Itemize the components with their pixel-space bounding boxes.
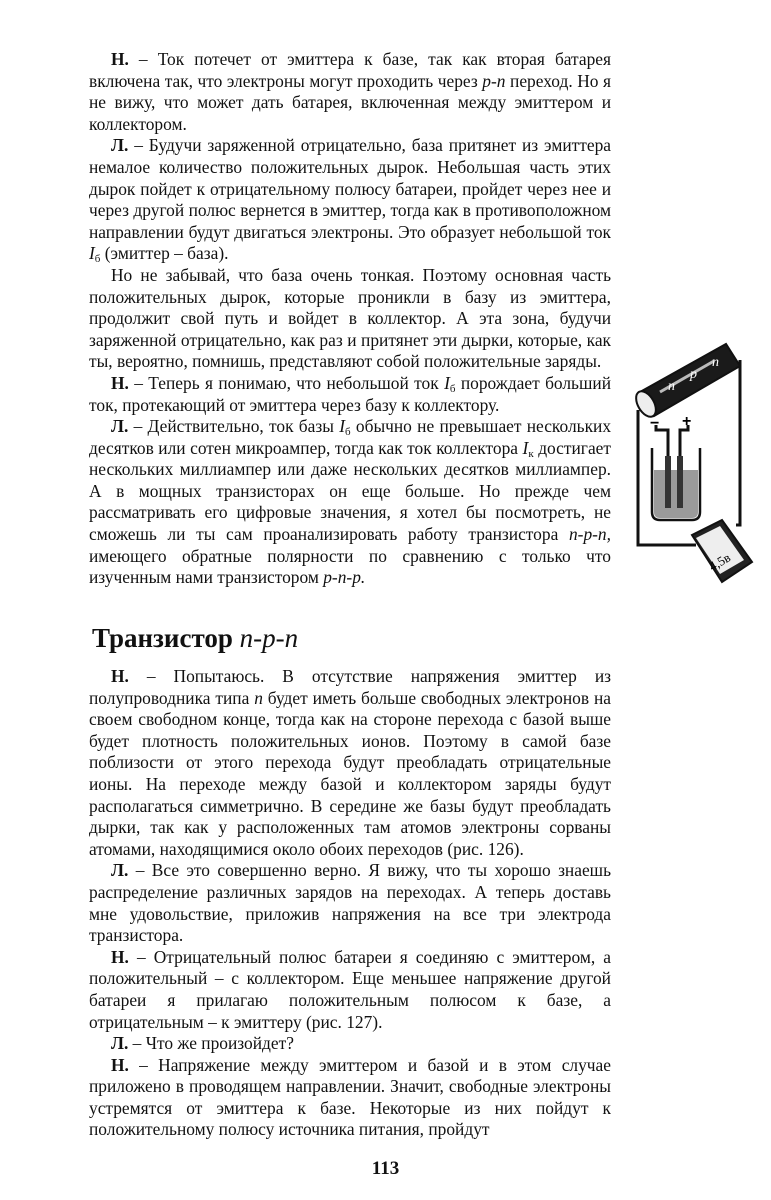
text: будет иметь больше свободных электронов на своем свободном конце, тогда как на стороне перехода с базой выше будет плотность положительных ионов. Поэтому в самой базе поблизости от этого перехода будут преобладать отрицательные ионы. На переходе между базой и коллектором заряды будут располагаться симметрично. В середине же базы будут преобладать дырки, так как у расположенных там атомов электроны сорваны атомами, находящимися около обоих переходов (рис. 126). bbox=[89, 687, 611, 859]
speaker: Н. bbox=[111, 372, 129, 393]
paragraph: Л. – Все это совершенно верно. Я вижу, что ты хорошо знаешь распределение различных зарядов на переходах. А теперь доставь мне удовольствие, приложив напряжения на все три электрода транзистора. bbox=[89, 860, 612, 946]
paragraph: Н. – Теперь я понимаю, что небольшой ток $I_б$ порождает больший ток, протекающий от эмиттера через базу к коллектору. bbox=[89, 372, 611, 415]
symbol: I bbox=[89, 243, 95, 264]
heading-text: Транзистор bbox=[92, 623, 233, 653]
text: Напряжение между эмиттером и базой и в этом случае приложено в проводящем направлении. Значит, свободные электроны устремятся от эмиттера к базе. Некоторые из них пойдут к положительному полюсу источника питания, пройдут bbox=[89, 1054, 611, 1140]
figure-illustration bbox=[616, 330, 771, 600]
paragraph: Н. – Отрицательный полюс батареи я соединяю с эмиттером, а положительный – с коллектором. Еще меньшее напряжение другой батареи я прилагаю положительным полюсом к базе, а отрицательным – к эмиттеру (рис. 127). bbox=[89, 946, 611, 1032]
tube-letter: p bbox=[690, 367, 697, 382]
paragraph: Л. – Действительно, ток базы $I_б$ обычно не превышает нескольких десятков или сотен микроампер, тогда как ток коллектора $I_к$ достигает нескольких миллиампер или даже нескольких десятков миллиампер. А в мощных транзисторах он еще больше. Но прежде чем рассматривать его цифровые значения, я хотел бы посмотреть, не сможешь ли ты сам проанализировать работу транзистора n-p-n, имеющего обратные полярности по сравнению с только что изученным нами транзистором p-n-p. bbox=[89, 416, 612, 588]
symbol: I bbox=[339, 416, 346, 437]
heading-italic: n-p-n bbox=[239, 623, 299, 653]
tube bbox=[632, 344, 740, 420]
text: Действительно, ток базы bbox=[147, 416, 334, 437]
battery bbox=[692, 520, 752, 582]
text-block-bottom bbox=[89, 666, 611, 1141]
text: порождает больший ток, протекающий от эмиттера через базу к коллектору. bbox=[89, 372, 611, 415]
plus-sign: + bbox=[682, 413, 692, 430]
tube-letter: n bbox=[712, 355, 719, 370]
text: Теперь я понимаю, что небольшой ток bbox=[148, 372, 439, 393]
text: (эмиттер – база). bbox=[104, 243, 229, 264]
text: достигает нескольких миллиампер или даже нескольких десятков миллиампер. А в мощных транзисторах он еще больше. Но прежде чем рассматривать его цифровые значения, я хотел бы посмотреть, не сможешь ли ты сам проанализировать работу транзистора bbox=[89, 437, 611, 545]
paragraph: Н. – Напряжение между эмиттером и базой и в этом случае приложено в проводящем направлении. Значит, свободные электроны устремятся от эмиттера к базе. Некоторые из них пойдут к положительному полюсу источника питания, пройдут bbox=[89, 1054, 611, 1140]
speaker: Л. bbox=[111, 135, 129, 156]
subscript: б bbox=[94, 253, 101, 266]
subscript: б bbox=[345, 426, 351, 439]
paragraph: Н. – Попытаюсь. В отсутствие напряжения эмиттер из полупроводника типа n будет иметь больше свободных электронов на своем свободном конце, тогда как на стороне перехода с базой выше будет плотность положительных ионов. Поэтому в самой базе поблизости от этого перехода будут преобладать отрицательные ионы. На переходе между базой и коллектором заряды будут располагаться симметрично. В середине же базы будут преобладать дырки, так как у расположенных там атомов электроны сорваны атомами, находящимися около обоих переходов (рис. 126). bbox=[89, 666, 612, 859]
paragraph bbox=[89, 265, 611, 373]
subscript: к bbox=[528, 447, 534, 460]
speaker: Л. bbox=[111, 860, 129, 881]
text: Но не забывай, что база очень тонкая. Поэтому основная часть положительных дырок, которые проникли в базу из эмиттера, продолжит свой путь и войдет в коллектор. А эта зона, будучи заряженной отрицательно, как раз и притянет эти дырки, которые, как ты, вероятно, помнишь, представляют собой положительные заряды. bbox=[89, 264, 611, 372]
italic-term: n-p-n, bbox=[568, 524, 611, 545]
minus-sign: − bbox=[650, 415, 660, 432]
text: Все это совершенно верно. Я вижу, что ты хорошо знаешь распределение различных зарядов на переходах. А теперь доставь мне удовольствие, приложив напряжения на все три электрода транзистора. bbox=[89, 860, 612, 946]
speaker: Н. bbox=[111, 666, 129, 686]
text-block-top bbox=[89, 49, 611, 589]
symbol: I bbox=[522, 437, 529, 458]
text: Ток потечет от эмиттера к базе, так как вторая батарея включена так, что электроны могут проходить через bbox=[89, 49, 612, 91]
italic-term: p-n-p. bbox=[323, 567, 366, 588]
battery-label: 4,5в bbox=[706, 549, 733, 574]
text: Что же произойдет? bbox=[145, 1033, 294, 1054]
subscript: б bbox=[449, 382, 456, 395]
text: имеющего обратные полярности по сравнению с только что изученным нами транзистором bbox=[89, 545, 611, 588]
text: переход. Но я не вижу, что может дать батарея, включенная между эмиттером и коллектором. bbox=[89, 70, 611, 134]
speaker: Н. bbox=[111, 49, 129, 69]
text: обычно не превышает нескольких десятков или сотен микроампер, тогда как ток коллектора bbox=[89, 416, 612, 458]
speaker: Н. bbox=[111, 1054, 129, 1075]
paragraph: Н. – Ток потечет от эмиттера к базе, так как вторая батарея включена так, что электроны могут проходить через p-n переход. Но я не вижу, что может дать батарея, включенная между эмиттером и коллектором. bbox=[89, 49, 612, 134]
speaker: Н. bbox=[111, 946, 129, 967]
speaker: Л. bbox=[111, 416, 129, 437]
right-wire bbox=[736, 360, 740, 525]
page-number: 113 bbox=[371, 1158, 400, 1179]
section-heading bbox=[92, 622, 298, 654]
beaker bbox=[652, 448, 700, 520]
paragraph: Л. – Что же произойдет? bbox=[111, 1033, 294, 1054]
symbol: I bbox=[444, 372, 450, 393]
speaker: Л. bbox=[111, 1033, 129, 1054]
text: Будучи заряженной отрицательно, база притянет из эмиттера немалое количество положительных дырок. Небольшая часть этих дырок пойдет к отрицательному полюсу батареи, пройдет через нее и через другой полюс вернется в эмиттер, тогда как в противоположном направлении будут двигаться электроны. Это образует небольшой ток bbox=[89, 135, 612, 242]
italic-term: p-n bbox=[482, 70, 506, 91]
text: Отрицательный полюс батареи я соединяю с эмиттером, а положительный – с коллектором. Еще меньшее напряжение другой батареи я прилагаю положительным полюсом к базе, а отрицательным – к эмиттеру (рис. 127). bbox=[89, 946, 611, 1032]
paragraph: Л. – Будучи заряженной отрицательно, база притянет из эмиттера немалое количество положительных дырок. Небольшая часть этих дырок пойдет к отрицательному полюсу батареи, пройдет через нее и через другой полюс вернется в эмиттер, тогда как в противоположном направлении будут двигаться электроны. Это образует небольшой ток $I_б$ (эмиттер – база). bbox=[89, 135, 612, 266]
tube-letter: n bbox=[668, 379, 675, 394]
italic-term: n bbox=[254, 687, 263, 708]
text: Попытаюсь. В отсутствие напряжения эмиттер из полупроводника типа bbox=[89, 666, 612, 708]
